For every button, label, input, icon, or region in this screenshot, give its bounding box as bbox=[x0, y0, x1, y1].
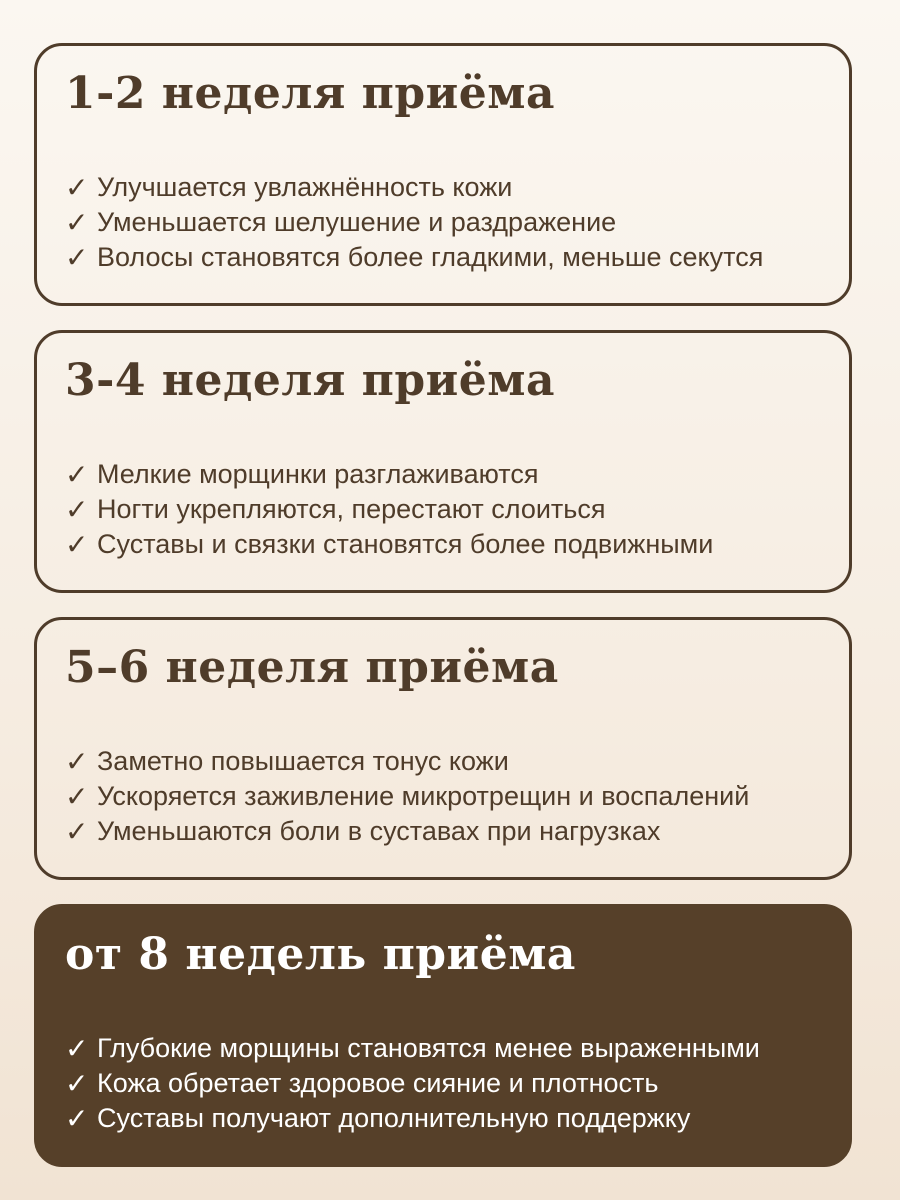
list-item-text: Кожа обретает здоровое сияние и плотность bbox=[97, 1068, 659, 1098]
check-icon: ✓ bbox=[65, 241, 89, 274]
card-title: 5–6 неделя приёма bbox=[65, 642, 559, 693]
card-title: от 8 недель приёма bbox=[65, 929, 576, 980]
card-title: 1-2 неделя приёма bbox=[65, 68, 556, 119]
list-item-text: Ногти укрепляются, перестают слоиться bbox=[97, 494, 606, 524]
list-item-text: Уменьшаются боли в суставах при нагрузках bbox=[97, 816, 661, 846]
list-item-text: Ускоряется заживление микротрещин и воспалений bbox=[97, 781, 750, 811]
list-item-text: Волосы становятся более гладкими, меньше секутся bbox=[97, 242, 764, 272]
list-item bbox=[65, 457, 713, 492]
benefit-list bbox=[65, 457, 713, 562]
list-item-text: Уменьшается шелушение и раздражение bbox=[97, 207, 617, 237]
list-item-text: Суставы и связки становятся более подвижными bbox=[97, 529, 714, 559]
list-item bbox=[65, 240, 763, 275]
list-item bbox=[65, 744, 749, 779]
list-item bbox=[65, 205, 763, 240]
period-card-8-plus-weeks bbox=[34, 904, 852, 1167]
check-icon: ✓ bbox=[65, 1032, 89, 1065]
benefit-list bbox=[65, 1031, 760, 1136]
check-icon: ✓ bbox=[65, 815, 89, 848]
check-icon: ✓ bbox=[65, 1102, 89, 1135]
list-item-text: Суставы получают дополнительную поддержку bbox=[97, 1103, 691, 1133]
list-item-text: Заметно повышается тонус кожи bbox=[97, 746, 509, 776]
check-icon: ✓ bbox=[65, 493, 89, 526]
list-item bbox=[65, 170, 763, 205]
check-icon: ✓ bbox=[65, 528, 89, 561]
check-icon: ✓ bbox=[65, 780, 89, 813]
list-item-text: Глубокие морщины становятся менее выраженными bbox=[97, 1033, 760, 1063]
list-item bbox=[65, 527, 713, 562]
period-card-1-2-weeks bbox=[34, 43, 852, 306]
benefit-list bbox=[65, 170, 763, 275]
check-icon: ✓ bbox=[65, 458, 89, 491]
list-item bbox=[65, 492, 713, 527]
list-item bbox=[65, 779, 749, 814]
check-icon: ✓ bbox=[65, 745, 89, 778]
list-item bbox=[65, 814, 749, 849]
list-item-text: Мелкие морщинки разглаживаются bbox=[97, 459, 539, 489]
card-title: 3-4 неделя приёма bbox=[65, 355, 556, 406]
list-item bbox=[65, 1101, 760, 1136]
check-icon: ✓ bbox=[65, 1067, 89, 1100]
period-card-3-4-weeks bbox=[34, 330, 852, 593]
list-item-text: Улучшается увлажнённость кожи bbox=[97, 172, 513, 202]
list-item bbox=[65, 1031, 760, 1066]
check-icon: ✓ bbox=[65, 206, 89, 239]
benefit-list bbox=[65, 744, 749, 849]
check-icon: ✓ bbox=[65, 171, 89, 204]
list-item bbox=[65, 1066, 760, 1101]
period-card-5-6-weeks bbox=[34, 617, 852, 880]
